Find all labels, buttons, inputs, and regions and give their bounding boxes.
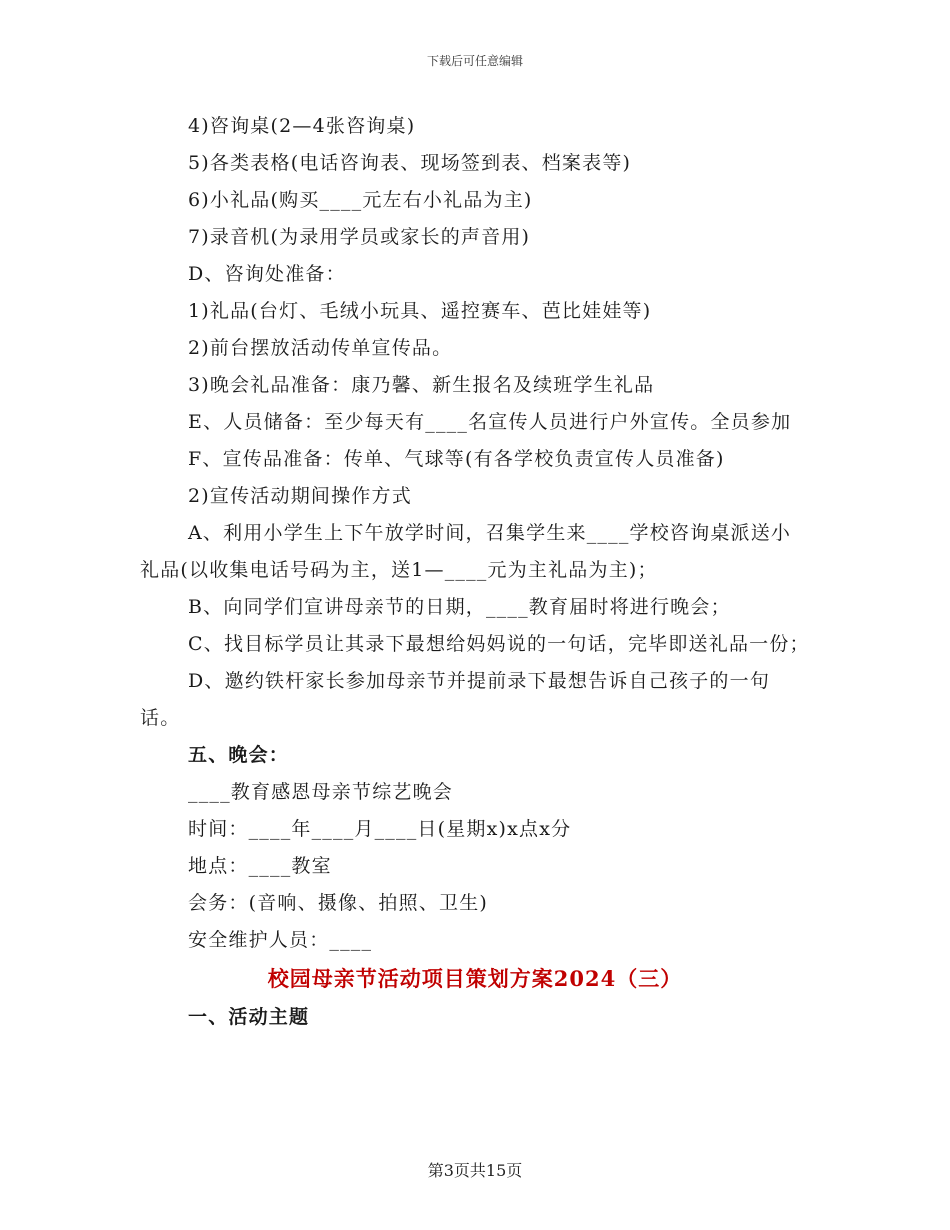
page-header: 下载后可任意编辑 [426,54,523,68]
paragraph: F、宣传品准备：传单、气球等(有各学校负责宣传人员准备) [188,448,725,470]
paragraph: 7)录音机(为录用学员或家长的声音用) [188,226,531,248]
paragraph: 6)小礼品(购买____元左右小礼品为主) [188,189,533,211]
paragraph: 1)礼品(台灯、毛绒小玩具、遥控赛车、芭比娃娃等) [188,300,652,322]
section-heading: 五、晚会： [188,744,290,766]
paragraph: D、咨询处准备： [188,263,346,285]
subheading: 一、活动主题 [188,1006,310,1028]
page-footer: 第3页共15页 [427,1161,523,1180]
paragraph: D、邀约铁杆家长参加母亲节并提前录下最想告诉自己孩子的一句话。 [140,670,771,729]
paragraph: 2)前台摆放活动传单宣传品。 [188,337,453,359]
paragraph: A、利用小学生上下午放学时间，召集学生来____学校咨询桌派送小礼品(以收集电话号码为主，送1—____元为主礼品为主)； [140,522,792,581]
section-title: 校园母亲节活动项目策划方案2024（三） [267,966,683,991]
paragraph: 时间：____年____月____日(星期x)x点x分 [188,818,572,840]
paragraph: C、找目标学员让其录下最想给妈妈说的一句话，完毕即送礼品一份； [188,633,810,655]
paragraph: 安全维护人员：____ [188,929,373,951]
paragraph: 2)宣传活动期间操作方式 [188,485,412,507]
paragraph: B、向同学们宣讲母亲节的日期，____教育届时将进行晚会； [188,596,731,618]
document-body [140,108,810,1036]
paragraph: 5)各类表格(电话咨询表、现场签到表、档案表等) [188,152,632,174]
paragraph: 地点：____教室 [188,855,332,877]
paragraph: 4)咨询桌(2—4张咨询桌) [188,115,416,137]
paragraph: 会务：(音响、摄像、拍照、卫生) [188,892,489,914]
paragraph: 3)晚会礼品准备：康乃馨、新生报名及续班学生礼品 [188,374,655,396]
paragraph: E、人员储备：至少每天有____名宣传人员进行户外宣传。全员参加 [188,411,792,433]
paragraph: ____教育感恩母亲节综艺晚会 [188,781,454,803]
